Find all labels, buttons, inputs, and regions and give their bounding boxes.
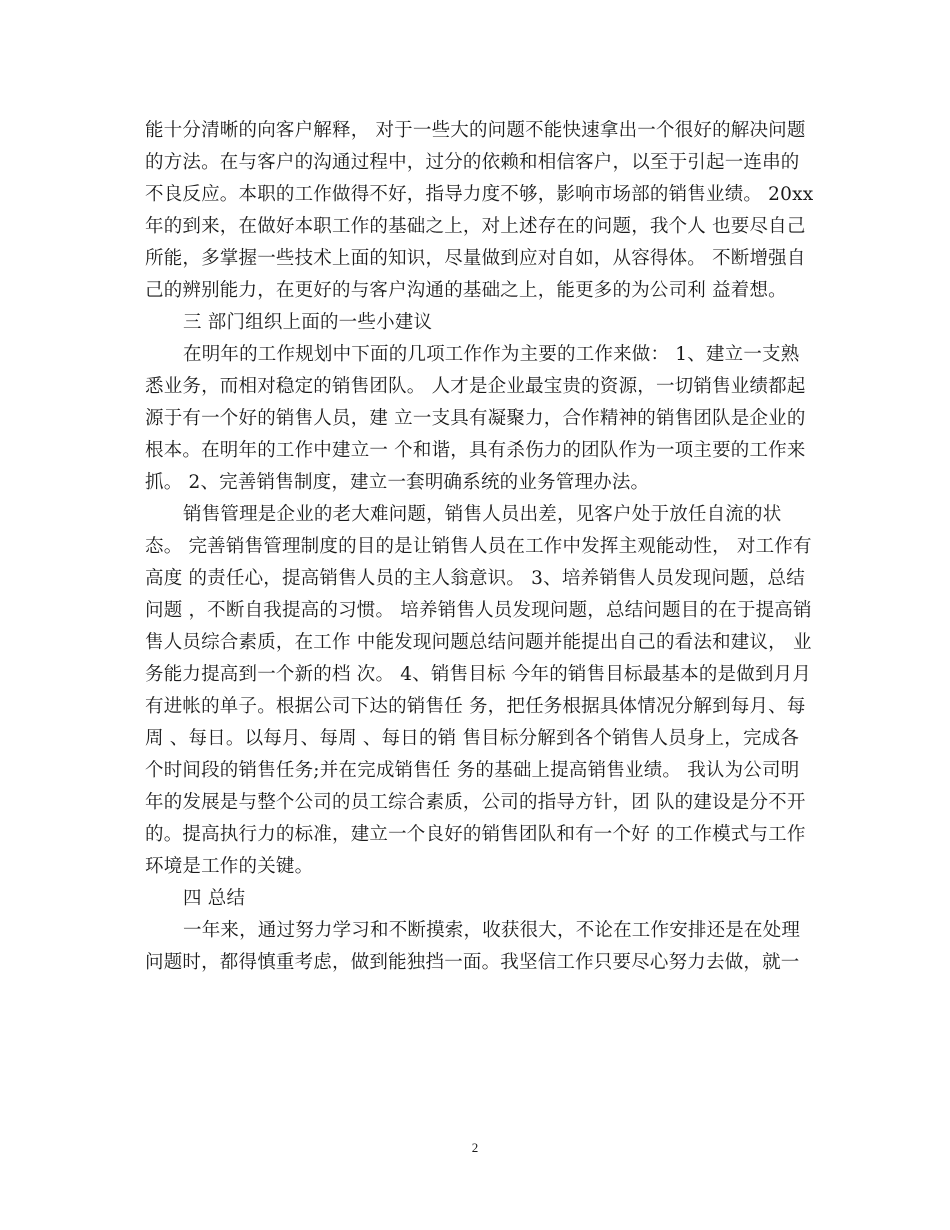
page-number: 2 — [471, 1140, 479, 1155]
body-text-line: 周 、每日。以每月、每周 、每日的销 售目标分解到各个销售人员身上，完成各 — [145, 728, 800, 749]
body-text-line: 务能力提高到一个新的档 次。 4、销售目标 今年的销售目标最基本的是做到月月 — [145, 664, 812, 685]
body-text-line: 年的发展是与整个公司的员工综合素质，公司的指导方针，团 队的建设是分不开 — [145, 792, 806, 813]
body-text-line: 根本。在明年的工作中建立一 个和谐，具有杀伤力的团队作为一项主要的工作来 — [145, 440, 806, 461]
body-text-line: 在明年的工作规划中下面的几项工作作为主要的工作来做： 1、建立一支熟 — [183, 344, 800, 365]
body-text-line: 销售管理是企业的老大难问题，销售人员出差，见客户处于放任自流的状 — [183, 504, 782, 525]
body-text-line: 环境是工作的关键。 — [145, 856, 314, 877]
body-text-line: 一年来，通过努力学习和不断摸索，收获很大，不论在工作安排还是在处理 — [183, 920, 801, 941]
body-text-line: 抓。 2、完善销售制度，建立一套明确系统的业务管理办法。 — [145, 472, 650, 493]
body-text-line: 高度 的责任心，提高销售人员的主人翁意识。 3、培养销售人员发现问题，总结 — [145, 568, 805, 589]
body-text-line: 所能，多掌握一些技术上面的知识，尽量做到应对自如，从容得体。 不断增强自 — [145, 248, 806, 269]
body-text-line: 不良反应。本职的工作做得不好，指导力度不够，影响市场部的销售业绩。 20xx — [145, 184, 814, 205]
body-text-line: 年的到来，在做好本职工作的基础之上，对上述存在的问题，我个人 也要尽自己 — [145, 216, 806, 237]
body-text-line: 己的辨别能力，在更好的与客户沟通的基础之上，能更多的为公司利 益着想。 — [145, 280, 787, 301]
body-text-line: 有进帐的单子。根据公司下达的销售任 务，把任务根据具体情况分解到每月、每 — [145, 696, 806, 717]
body-text-line: 售人员综合素质，在工作 中能发现问题总结问题并能提出自己的看法和建议， 业 — [145, 632, 812, 653]
section-heading: 四 总结 — [183, 888, 246, 909]
body-text-line: 的方法。在与客户的沟通过程中，过分的依赖和相信客户，以至于引起一连串的 — [145, 152, 800, 173]
body-text-line: 能十分清晰的向客户解释， 对于一些大的问题不能快速拿出一个很好的解决问题 — [145, 120, 806, 141]
body-text-line: 个时间段的销售任务;并在完成销售任 务的基础上提高销售业绩。 我认为公司明 — [145, 760, 800, 781]
body-text-line: 悉业务，而相对稳定的销售团队。 人才是企业最宝贵的资源，一切销售业绩都起 — [145, 376, 806, 397]
body-text-line: 问题时，都得慎重考虑，做到能独挡一面。我坚信工作只要尽心努力去做，就一 — [145, 952, 800, 973]
body-text-line: 的。提高执行力的标准，建立一个良好的销售团队和有一个好 的工作模式与工作 — [145, 824, 806, 845]
section-heading: 三 部门组织上面的一些小建议 — [183, 312, 433, 333]
body-text-line: 问题 ，不断自我提高的习惯。 培养销售人员发现问题，总结问题目的在于提高销 — [145, 600, 812, 621]
body-text-line: 态。 完善销售管理制度的目的是让销售人员在工作中发挥主观能动性， 对工作有 — [145, 536, 812, 557]
body-text-line: 源于有一个好的销售人员，建 立一支具有凝聚力，合作精神的销售团队是企业的 — [145, 408, 806, 429]
